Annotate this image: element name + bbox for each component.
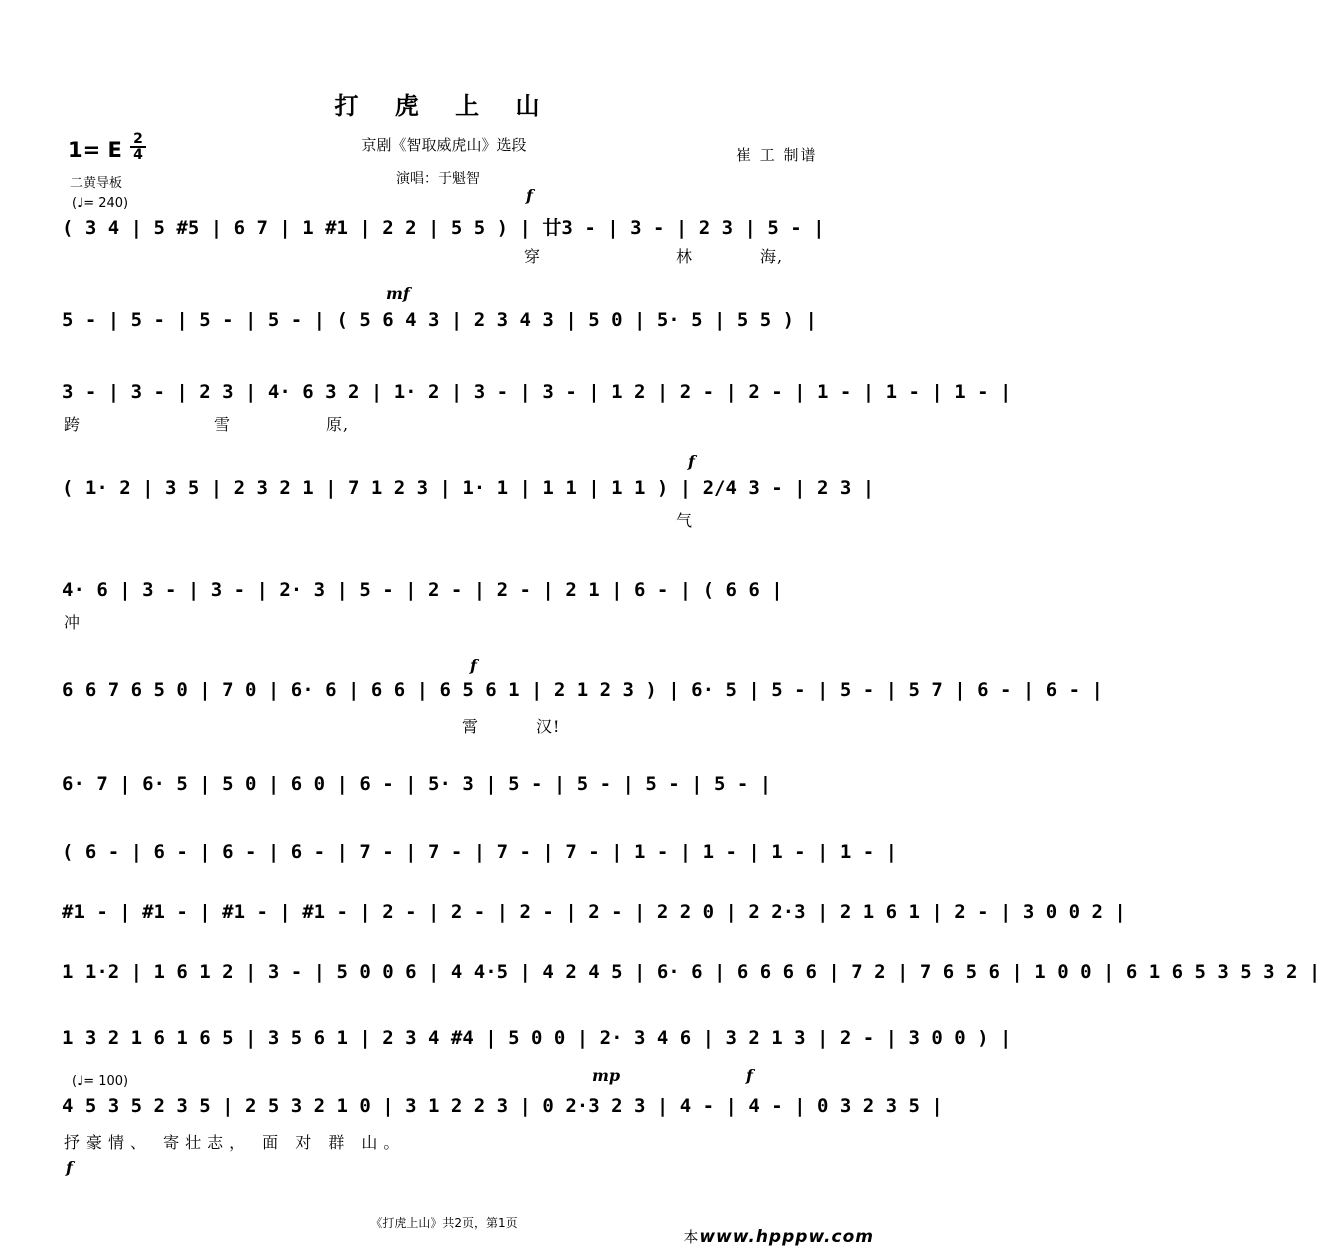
lyric: 汉! [536,717,561,736]
composer: 崔 工 制谱 [736,146,818,164]
lyric: 霄 [462,717,480,736]
style-label: 二黄导板 [70,176,123,191]
score-row-7: 6· 7 | 6· 5 | 5 0 | 6 0 | 6 - | 5· 3 | 5 - | 5 - | 5 - | 5 - | [62,773,772,795]
score-row-8: ( 6 - | 6 - | 6 - | 6 - | 7 - | 7 - | 7 - | 7 - | 1 - | 1 - | 1 - | 1 - | [62,841,898,863]
meter-bottom: 4 [130,146,146,162]
score-row-5: 4· 6 | 3 - | 3 - | 2· 3 | 5 - | 2 - | 2 - | 2 1 | 6 - | ( 6 6 | [62,579,783,601]
watermark-prefix: 本 [683,1228,700,1246]
score-row-3: 3 - | 3 - | 2 3 | 4· 6 3 2 | 1· 2 | 3 - | 3 - | 1 2 | 2 - | 2 - | 1 - | 1 - | 1 - | [62,381,1012,403]
score-row-9: #1 - | #1 - | #1 - | #1 - | 2 - | 2 - | 2 - | 2 - | 2 2 0 | 2 2·3 | 2 1 6 1 | 2 - | 3 0 0 2 | [62,901,1126,923]
lyric: 气 [676,511,694,530]
score-row-6: 6 6 7 6 5 0 | 7 0 | 6· 6 | 6 6 | 6 5 6 1 | 2 1 2 3 ) | 6· 5 | 5 - | 5 - | 5 7 | 6 - | 6 - | [62,679,1103,701]
dynamic-f: f [688,452,695,471]
dynamic-f: f [470,656,477,675]
meter-top: 2 [133,131,143,147]
dynamic-f: f [746,1066,753,1085]
lyric: 穿 [524,247,542,266]
score-row-4: ( 1· 2 | 3 5 | 2 3 2 1 | 7 1 2 3 | 1· 1 | 1 1 | 1 1 ) | 2/4 3 - | 2 3 | [62,477,875,499]
dynamic-f: f [66,1158,73,1177]
key-signature: 1= E [68,138,122,162]
score-row-1: ( 3 4 | 5 #5 | 6 7 | 1 #1 | 2 2 | 5 5 ) | 廿3 - | 3 - | 2 3 | 5 - | [62,217,825,239]
watermark-site: www.hpppw.com [699,1227,874,1247]
watermark [683,1226,874,1247]
lyric: 原, [326,415,350,434]
score-row-11: 1 3 2 1 6 1 6 5 | 3 5 6 1 | 2 3 4 #4 | 5 0 0 | 2· 3 4 6 | 3 2 1 3 | 2 - | 3 0 0 ) | [62,1027,1012,1049]
dynamic-mf: mf [386,284,410,303]
page-title: 打 虎 上 山 [334,92,554,120]
lyric: 冲 [64,613,82,632]
lyric-line: 抒豪情、 寄壮志， 面 对 群 山。 [64,1133,406,1152]
subtitle: 京剧《智取威虎山》选段 [361,136,527,154]
dynamic-mp: mp [592,1066,621,1085]
lyric: 雪 [214,415,232,434]
lyric: 林 [676,247,694,266]
dynamic-f: f [526,186,533,205]
page-footer: 《打虎上山》共2页，第1页 [370,1216,518,1230]
lyric: 海, [760,247,784,266]
tempo-marking-2: (♩= 100) [72,1074,129,1089]
score-row-2: 5 - | 5 - | 5 - | 5 - | ( 5 6 4 3 | 2 3 4 3 | 5 0 | 5· 5 | 5 5 ) | [62,309,817,331]
lyric: 跨 [64,415,82,434]
score-row-10: 1 1·2 | 1 6 1 2 | 3 - | 5 0 0 6 | 4 4·5 | 4 2 4 5 | 6· 6 | 6 6 6 6 | 7 2 | 7 6 5 6 | 1 0 0 | 6 1 6 5 3 5 3 2 | [62,961,1320,983]
tempo-marking: (♩= 240) [72,196,129,211]
performer: 演唱：于魁智 [396,171,480,187]
score-row-12: 4 5 3 5 2 3 5 | 2 5 3 2 1 0 | 3 1 2 2 3 | 0 2·3 2 3 | 4 - | 4 - | 0 3 2 3 5 | [62,1095,943,1117]
